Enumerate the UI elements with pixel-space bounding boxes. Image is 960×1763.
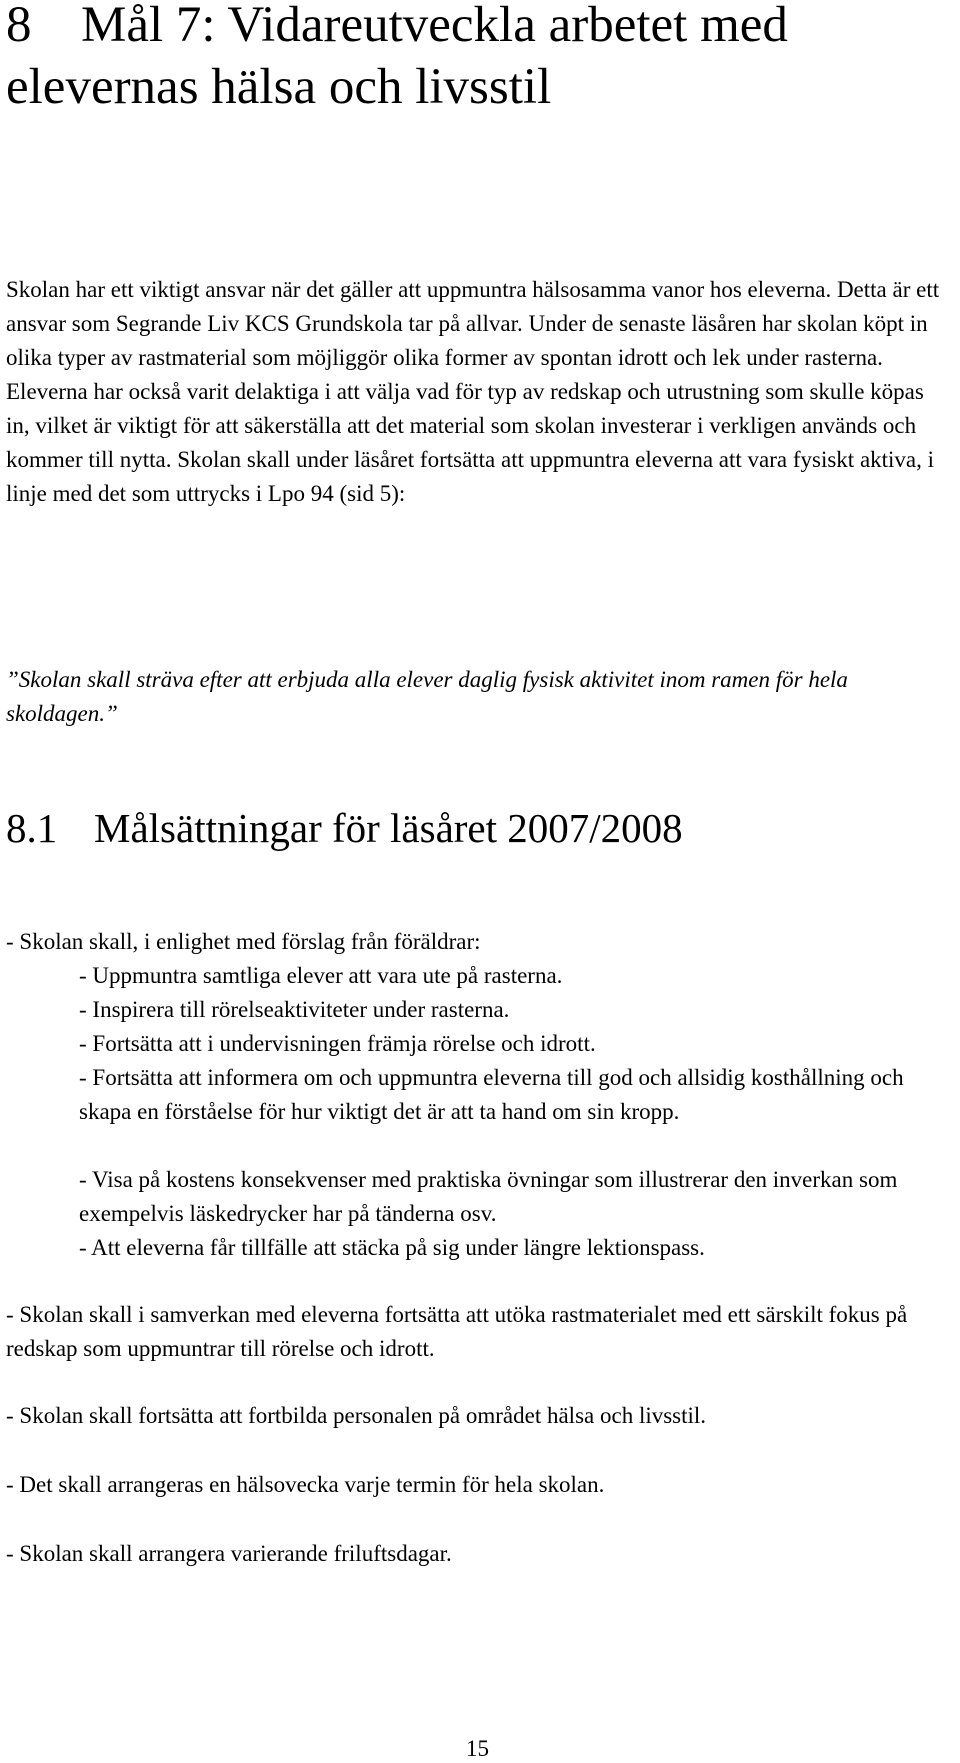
goal-subitem: - Fortsätta att i undervisningen främja rörelse och idrott. [79, 1031, 596, 1056]
goal-subitem: - Fortsätta att informera om och uppmuntra eleverna till god och allsidig kosthållning och skapa en förståelse för hur viktigt det är att ta hand om sin kropp. [79, 1065, 904, 1124]
goal-subitem: - Att eleverna får tillfälle att stäcka på sig under längre lektionspass. [79, 1235, 705, 1260]
goal-subitem: - Uppmuntra samtliga elever att vara ute på rasterna. [79, 963, 563, 988]
goal-subitem: - Inspirera till rörelseaktiviteter under rasterna. [79, 997, 510, 1022]
section-heading [6, 803, 683, 853]
goal-subitem: - Visa på kostens konsekvenser med praktiska övningar som illustrerar den inverkan som exempelvis läskedrycker har på tänderna osv. [79, 1167, 898, 1226]
section-title: Målsättningar för läsåret 2007/2008 [94, 805, 683, 851]
chapter-number: 8 [6, 0, 32, 53]
intro-paragraph: Skolan har ett viktigt ansvar när det gäller att uppmuntra hälsosamma vanor hos eleverna. Detta är ett ansvar som Segrande Liv KCS Grundskola tar på allvar. Under de senaste läsåren har skolan köpt in olika typer av rastmaterial som möjliggör olika former av spontan idrott och lek under rasterna. Eleverna har också varit delaktiga i att välja vad för typ av redskap och utrustning som skulle köpas in, vilket är viktigt för att säkerställa att det material som skolan investerar i verkligen används och kommer till nytta. Skolan skall under läsåret fortsätta att uppmuntra eleverna att vara fysiskt aktiva, i linje med det som uttrycks i Lpo 94 (sid 5): [6, 277, 940, 506]
page-number: 15 [466, 1736, 489, 1761]
chapter-title-line2: elevernas hälsa och livsstil [6, 59, 552, 115]
chapter-heading [6, 0, 946, 118]
section-number: 8.1 [6, 805, 58, 851]
goal-item: - Skolan skall arrangera varierande friluftsdagar. [6, 1541, 452, 1566]
goal-item: - Skolan skall fortsätta att fortbilda personalen på området hälsa och livsstil. [6, 1403, 707, 1428]
goal-item: - Det skall arrangeras en hälsovecka varje termin för hela skolan. [6, 1472, 605, 1497]
goal-item: - Skolan skall i samverkan med eleverna fortsätta att utöka rastmaterialet med ett särskilt fokus på redskap som uppmuntrar till rörelse och idrott. [6, 1302, 908, 1361]
goal-lead: - Skolan skall, i enlighet med förslag från föräldrar: [6, 929, 481, 954]
chapter-title-line1: Mål 7: Vidareutveckla arbetet med [81, 0, 788, 53]
curriculum-quote: ”Skolan skall sträva efter att erbjuda alla elever daglig fysisk aktivitet inom ramen för hela skoldagen.” [6, 667, 848, 726]
